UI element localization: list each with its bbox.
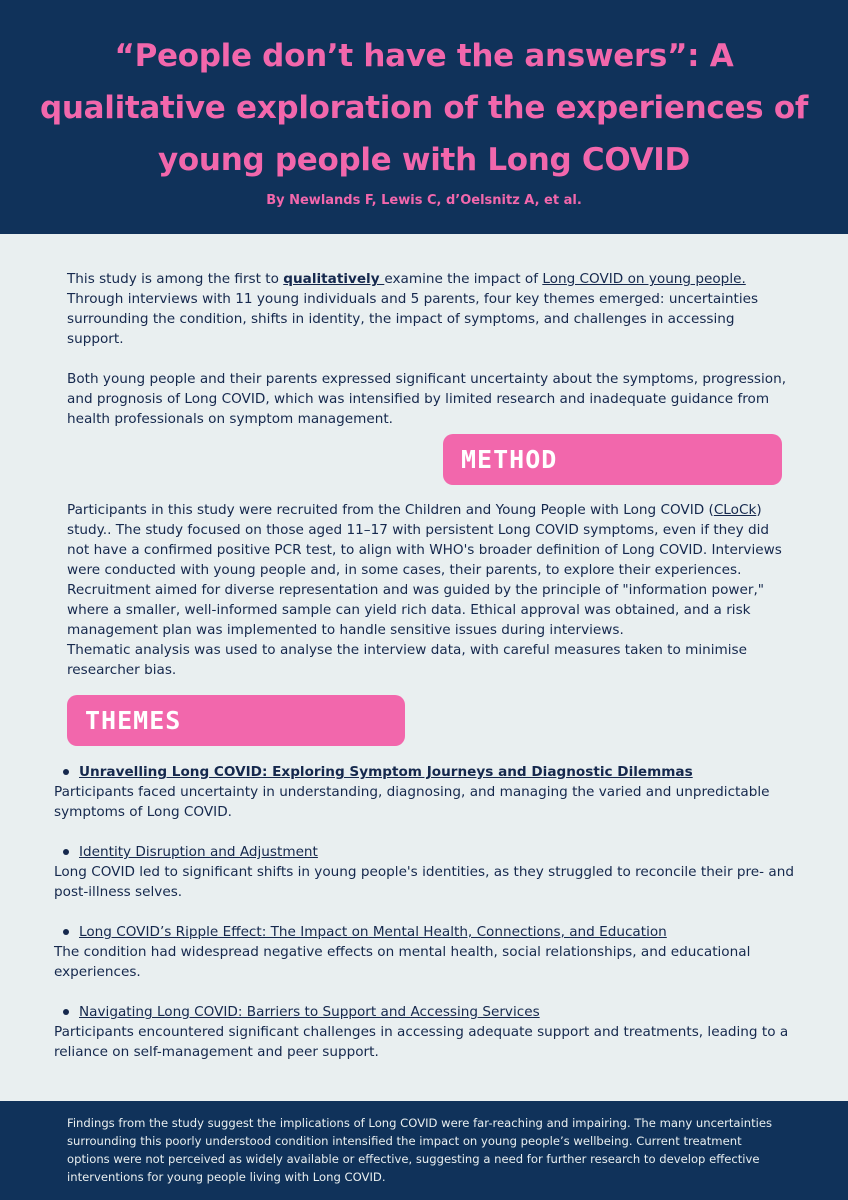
themes-heading: THEMES <box>67 695 405 746</box>
intro-text: This study is among the first to <box>67 271 284 287</box>
theme-item <box>54 1002 794 1062</box>
intro-paragraph-1 <box>67 269 787 349</box>
theme-title-row <box>54 1002 794 1022</box>
page-title: “People don’t have the answers”: A qualitative exploration of the experiences of young people with Long COVID <box>39 38 809 178</box>
bullet-icon <box>63 1009 69 1015</box>
theme-item <box>54 922 794 982</box>
themes-list <box>54 762 794 1082</box>
intro-paragraph-2: Both young people and their parents expressed significant uncertainty about the symptoms, progression, and prognosis of Long COVID, which was intensified by limited research and inadequate guidance from health professionals on symptom management. <box>67 371 787 427</box>
intro-section <box>67 269 787 429</box>
theme-title-row <box>54 762 794 782</box>
intro-text: Through interviews with 11 young individuals and 5 parents, four key themes emerged: uncertainties surrounding the condition, shifts in identity, the impact of symptoms, and challenges in accessing support. <box>67 291 759 347</box>
method-text: ) study.. The study focused on those aged 11–17 with persistent Long COVID symptoms, even if they did not have a confirmed positive PCR test, to align with WHO's broader definition of Long COVID. Interviews were conducted with young people and, in some cases, their parents, to explore their experiences. Recruitment aimed for diverse representation and was guided by the principle of "information power," where a smaller, well-informed sample can yield rich data. Ethical approval was obtained, and a risk management plan was implemented to handle sensitive issues during interviews. <box>67 502 782 638</box>
method-paragraph <box>67 500 792 640</box>
long-covid-young-people-link[interactable]: Long COVID on young people. <box>542 271 746 287</box>
theme-title-row <box>54 922 794 942</box>
bullet-icon <box>63 769 69 775</box>
author-byline: By Newlands F, Lewis C, d’Oelsnitz A, et al. <box>266 193 582 208</box>
theme-4-description: Participants encountered significant challenges in accessing adequate support and treatments, leading to a reliance on self-management and peer support. <box>54 1024 789 1060</box>
intro-text: examine the impact of <box>384 271 543 287</box>
theme-title-row <box>54 842 794 862</box>
conclusion-text: Findings from the study suggest the implications of Long COVID were far-reaching and impairing. The many uncertainties surrounding this poorly understood condition intensified the impact on young people’s wellbeing. Current treatment options were not perceived as widely available or effective, suggesting a need for further research to develop effective interventions for young people living with Long COVID. <box>67 1116 773 1184</box>
theme-2-link[interactable]: Identity Disruption and Adjustment <box>79 844 318 860</box>
clock-study-link[interactable]: CLoCk <box>713 502 757 518</box>
qualitatively-link[interactable]: qualitatively <box>283 271 385 287</box>
theme-3-description: The condition had widespread negative effects on mental health, social relationships, and educational experiences. <box>54 944 751 980</box>
header-banner <box>0 0 848 234</box>
theme-1-description: Participants faced uncertainty in understanding, diagnosing, and managing the varied and unpredictable symptoms of Long COVID. <box>54 784 770 820</box>
method-paragraph-2: Thematic analysis was used to analyse the interview data, with careful measures taken to minimise researcher bias. <box>67 642 747 678</box>
method-section <box>67 500 792 680</box>
method-text: Participants in this study were recruited from the Children and Young People with Long COVID ( <box>67 502 714 518</box>
theme-item <box>54 842 794 902</box>
theme-2-description: Long COVID led to significant shifts in young people's identities, as they struggled to reconcile their pre- and post-illness selves. <box>54 864 794 900</box>
theme-item <box>54 762 794 822</box>
bullet-icon <box>63 849 69 855</box>
theme-3-link[interactable]: Long COVID’s Ripple Effect: The Impact on Mental Health, Connections, and Education <box>79 924 667 940</box>
bullet-icon <box>63 929 69 935</box>
theme-4-link[interactable]: Navigating Long COVID: Barriers to Support and Accessing Services <box>79 1004 540 1020</box>
theme-1-link[interactable]: Unravelling Long COVID: Exploring Symptom Journeys and Diagnostic Dilemmas <box>79 764 693 780</box>
method-heading: METHOD <box>443 434 782 485</box>
footer-banner <box>0 1101 848 1200</box>
